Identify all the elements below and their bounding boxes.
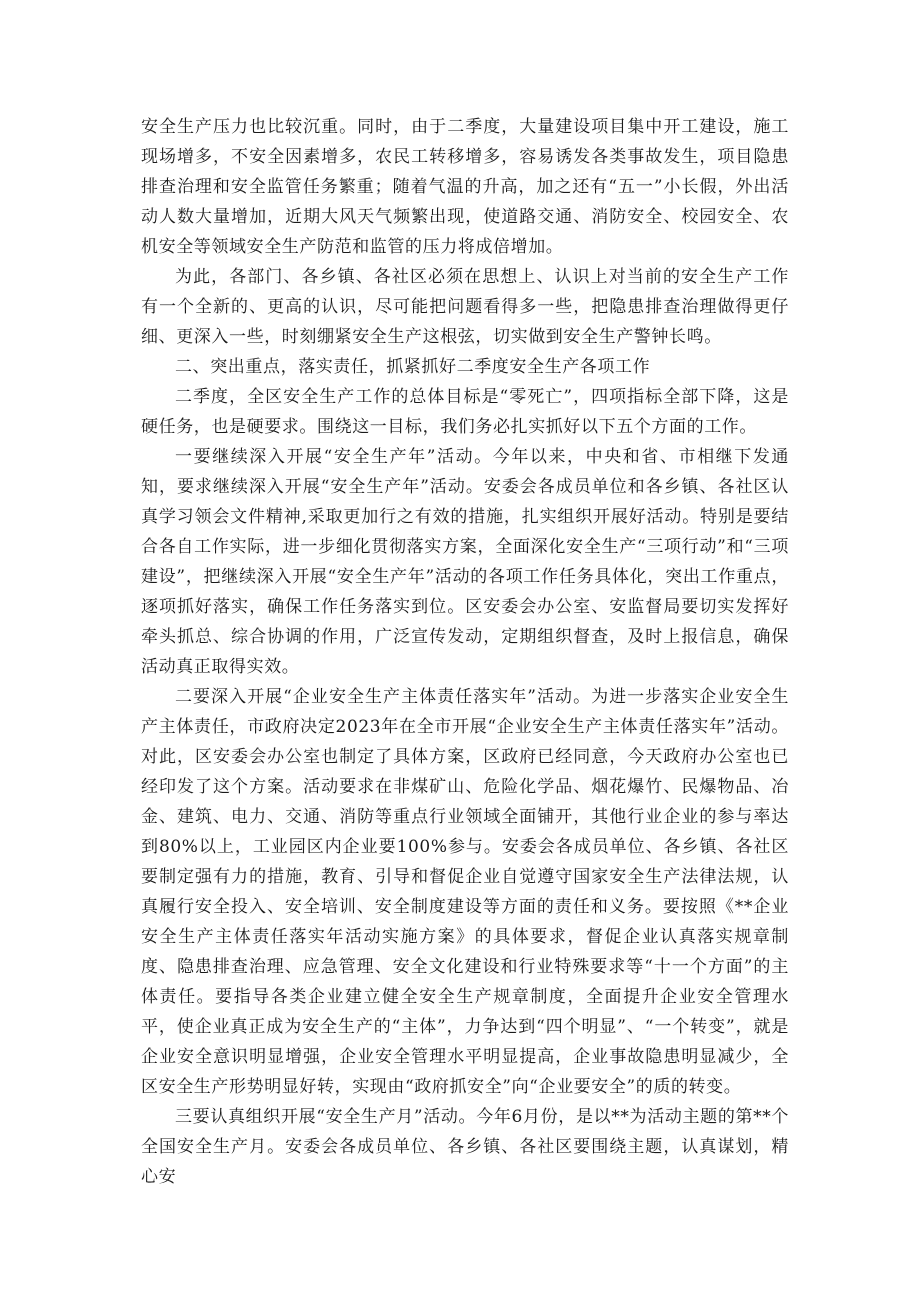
paragraph-4: 一要继续深入开展“安全生产年”活动。今年以来，中央和省、市相继下发通知，要求继续深入开展“安全生产年”活动。安委会各成员单位和各乡镇、各社区认真学习领会文件精神,采取更加行之有效的措施，扎实组织开展好活动。特别是要结合各自工作实际，进一步细化贯彻落实方案，全面深化安全生产“三项行动”和“三项建设”，把继续深入开展“安全生产年”活动的各项工作任务具体化，突出工作重点，逐项抓好落实，确保工作任务落实到位。区安委会办公室、安监督局要切实发挥好牵头抓总、综合协调的作用，广泛宣传发动，定期组织督查，及时上报信息，确保活动真正取得实效。 (141, 447, 789, 677)
section-heading: 二、突出重点，落实责任，抓紧抓好二季度安全生产各项工作 (175, 357, 651, 377)
document-page (141, 112, 789, 1192)
paragraph-5: 二要深入开展“企业安全生产主体责任落实年”活动。为进一步落实企业安全生产主体责任，市政府决定2023年在全市开展“企业安全生产主体责任落实年”活动。对此，区安委会办公室也制定了具体方案，区政府已经同意，今天政府办公室也已经印发了这个方案。活动要求在非煤矿山、危险化学品、烟花爆竹、民爆物品、冶金、建筑、电力、交通、消防等重点行业领域全面铺开，其他行业企业的参与率达到80%以上，工业园区内企业要100%参与。安委会各成员单位、各乡镇、各社区要制定强有力的措施，教育、引导和督促企业自觉遵守国家安全生产法律法规，认真履行安全投入、安全培训、安全制度建设等方面的责任和义务。要按照《**企业安全生产主体责任落实年活动实施方案》的具体要求，督促企业认真落实规章制度、隐患排查治理、应急管理、安全文化建设和行业特殊要求等“十一个方面”的主体责任。要指导各类企业建立健全安全生产规章制度，全面提升企业安全管理水平，使企业真正成为安全生产的“主体”，力争达到“四个明显”、“一个转变”，就是企业安全意识明显增强，企业安全管理水平明显提高，企业事故隐患明显减少，全区安全生产形势明显好转，实现由“政府抓安全”向“企业要安全”的质的转变。 (141, 687, 789, 1097)
paragraph-6: 三要认真组织开展“安全生产月”活动。今年6月份，是以**为活动主题的第**个全国安全生产月。安委会各成员单位、各乡镇、各社区要围绕主题，认真谋划，精心安 (141, 1107, 789, 1187)
paragraph-2: 为此，各部门、各乡镇、各社区必须在思想上、认识上对当前的安全生产工作有一个全新的、更高的认识，尽可能把问题看得多一些，把隐患排查治理做得更仔细、更深入一些，时刻绷紧安全生产这根弦，切实做到安全生产警钟长鸣。 (141, 267, 789, 347)
paragraph-1: 安全生产压力也比较沉重。同时，由于二季度，大量建设项目集中开工建设，施工现场增多，不安全因素增多，农民工转移增多，容易诱发各类事故发生，项目隐患排查治理和安全监管任务繁重；随着气温的升高，加之还有“五一”小长假，外出活动人数大量增加，近期大风天气频繁出现，使道路交通、消防安全、校园安全、农机安全等领域安全生产防范和监管的压力将成倍增加。 (141, 117, 789, 257)
paragraph-3: 二季度，全区安全生产工作的总体目标是“零死亡”，四项指标全部下降，这是硬任务，也是硬要求。围绕这一目标，我们务必扎实抓好以下五个方面的工作。 (141, 387, 789, 437)
